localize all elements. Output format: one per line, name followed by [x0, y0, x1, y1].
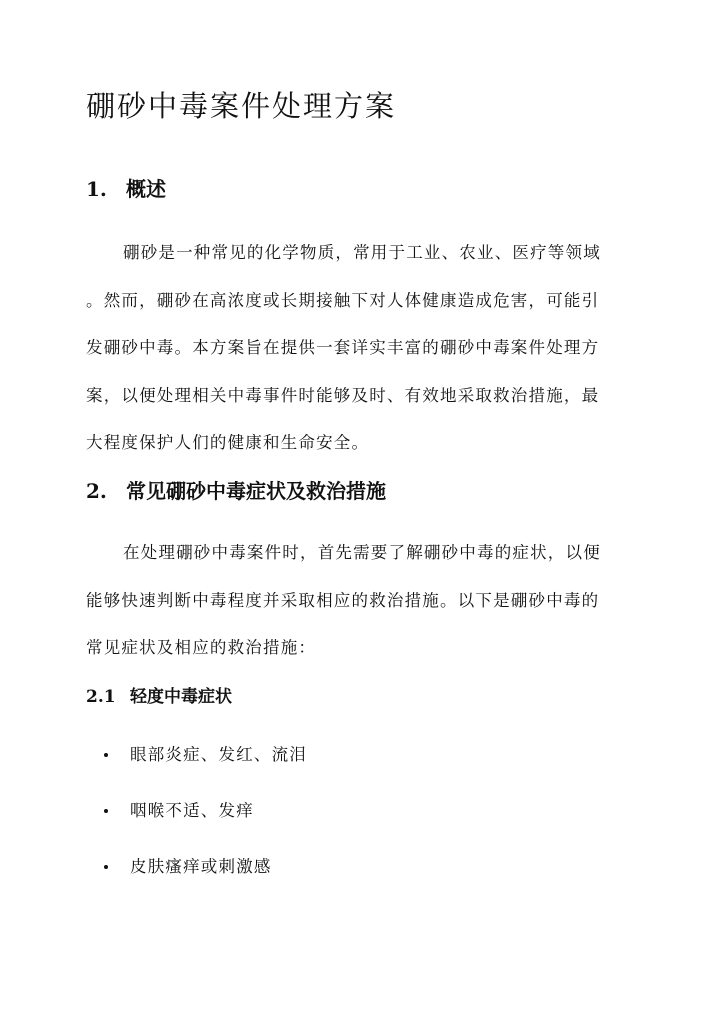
list-item	[104, 855, 307, 879]
subsection-title: 轻度中毒症状	[130, 687, 232, 707]
section-title: 概述	[126, 177, 166, 201]
overview-paragraph	[86, 241, 601, 479]
document-title: 硼砂中毒案件处理方案	[86, 89, 397, 123]
section-number: 2.	[86, 479, 107, 503]
section-heading-overview	[86, 174, 166, 204]
list-item-text: 咽喉不适、发痒	[130, 801, 254, 820]
section-title: 常见硼砂中毒症状及救治措施	[126, 479, 386, 503]
list-item-text: 皮肤瘙痒或刺激感	[130, 857, 272, 876]
paragraph-line: 常见症状及相应的救治措施：	[86, 638, 317, 657]
bullet-icon	[104, 753, 108, 757]
paragraph-line: 案，以便处理相关中毒事件时能够及时、有效地采取救治措施，最	[86, 385, 600, 405]
bullet-icon	[104, 809, 108, 813]
list-item	[104, 743, 307, 767]
section-number: 1.	[86, 177, 107, 201]
symptoms-paragraph	[86, 541, 601, 684]
paragraph-line: 硼砂是一种常见的化学物质，常用于工业、农业、医疗等领域	[123, 243, 601, 262]
bullet-icon	[104, 865, 108, 869]
mild-symptoms-list	[104, 743, 307, 911]
subheading-mild-symptoms	[86, 684, 232, 710]
section-heading-symptoms	[86, 476, 386, 506]
paragraph-line: 大程度保护人们的健康和生命安全。	[86, 433, 370, 452]
list-item	[104, 799, 307, 823]
list-item-text: 眼部炎症、发红、流泪	[130, 745, 307, 764]
paragraph-line: 在处理硼砂中毒案件时，首先需要了解硼砂中毒的症状，以便	[123, 543, 601, 562]
subsection-number: 2.1	[86, 687, 116, 707]
paragraph-line: 能够快速判断中毒程度并采取相应的救治措施。以下是硼砂中毒的	[86, 590, 600, 610]
paragraph-line: 发硼砂中毒。本方案旨在提供一套详实丰富的硼砂中毒案件处理方	[86, 338, 600, 357]
paragraph-line: 。然而，硼砂在高浓度或长期接触下对人体健康造成危害，可能引	[86, 290, 600, 310]
